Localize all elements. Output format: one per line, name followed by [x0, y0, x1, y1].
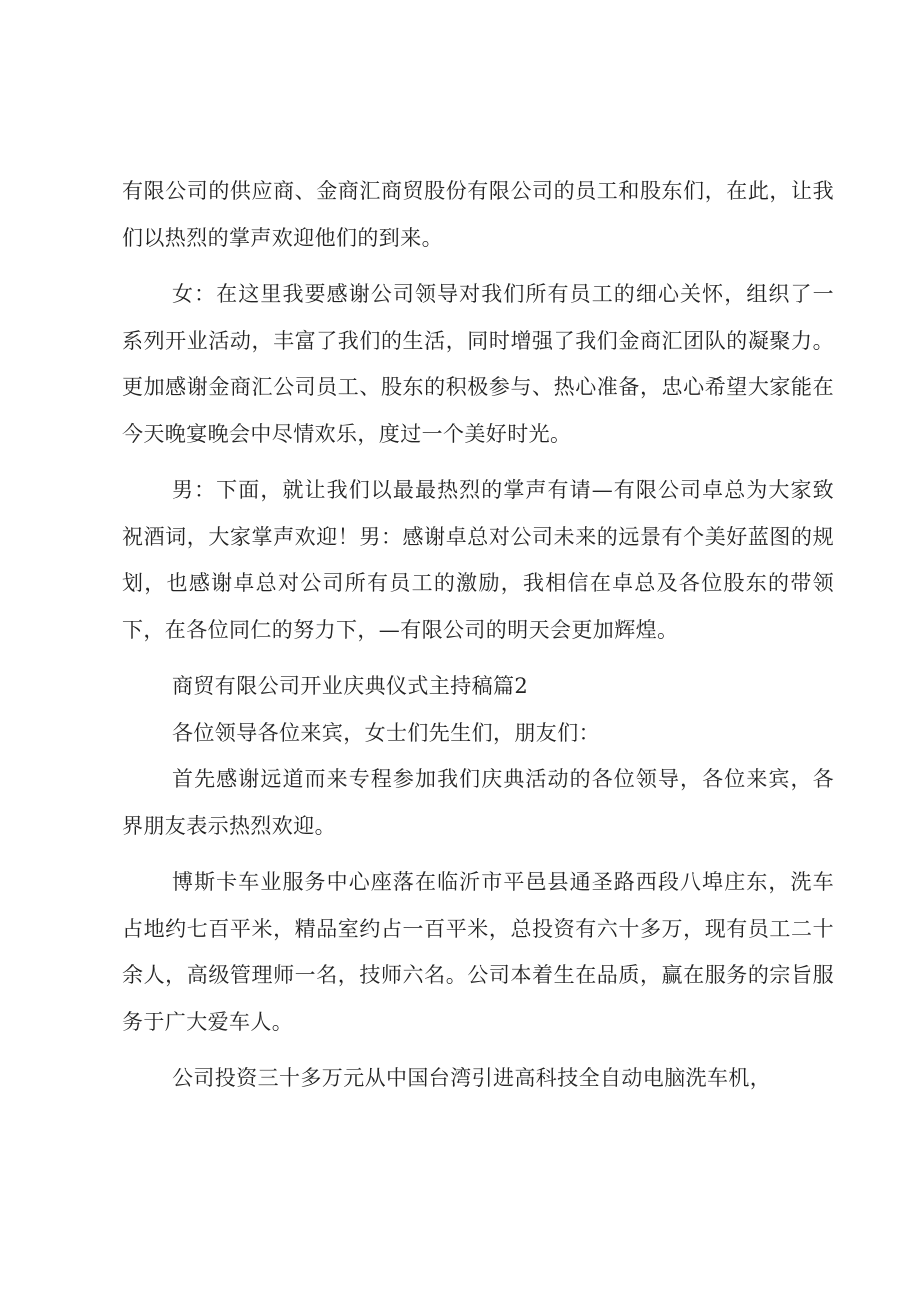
paragraph-1: 有限公司的供应商、金商汇商贸股份有限公司的员工和股东们，在此，让我们以热烈的掌声欢迎他们的到来。 [122, 179, 834, 250]
paragraph-investment: 公司投资三十多万元从中国台湾引进高科技全自动电脑洗车机， [172, 1066, 772, 1090]
paragraph-greeting: 各位领导各位来宾，女士们先生们，朋友们： [172, 720, 600, 745]
document-body [122, 168, 834, 1102]
paragraph-2: 女：在这里我要感谢公司领导对我们所有员工的细心关怀，组织了一系列开业活动，丰富了我们的生活，同时增强了我们金商汇团队的凝聚力。更加感谢金商汇公司员工、股东的积极参与、热心准备，忠心希望大家能在今天晚宴晚会中尽情欢乐，度过一个美好时光。 [122, 282, 834, 446]
section-title: 商贸有限公司开业庆典仪式主持稿篇2 [172, 674, 529, 698]
paragraph-welcome: 首先感谢远道而来专程参加我们庆典活动的各位领导，各位来宾，各界朋友表示热烈欢迎。 [122, 767, 834, 838]
paragraph-3: 男：下面，就让我们以最最热烈的掌声有请—有限公司卓总为大家致祝酒词，大家掌声欢迎！男：感谢卓总对公司未来的远景有个美好蓝图的规划，也感谢卓总对公司所有员工的激励，我相信在卓总及各位股东的带领下，在各位同仁的努力下，—有限公司的明天会更加辉煌。 [122, 478, 834, 642]
paragraph-company-intro: 博斯卡车业服务中心座落在临沂市平邑县通圣路西段八埠庄东，洗车占地约七百平米，精品室约占一百平米，总投资有六十多万，现有员工二十余人，高级管理师一名，技师六名。公司本着生在品质，赢在服务的宗旨服务于广大爱车人。 [122, 870, 834, 1034]
